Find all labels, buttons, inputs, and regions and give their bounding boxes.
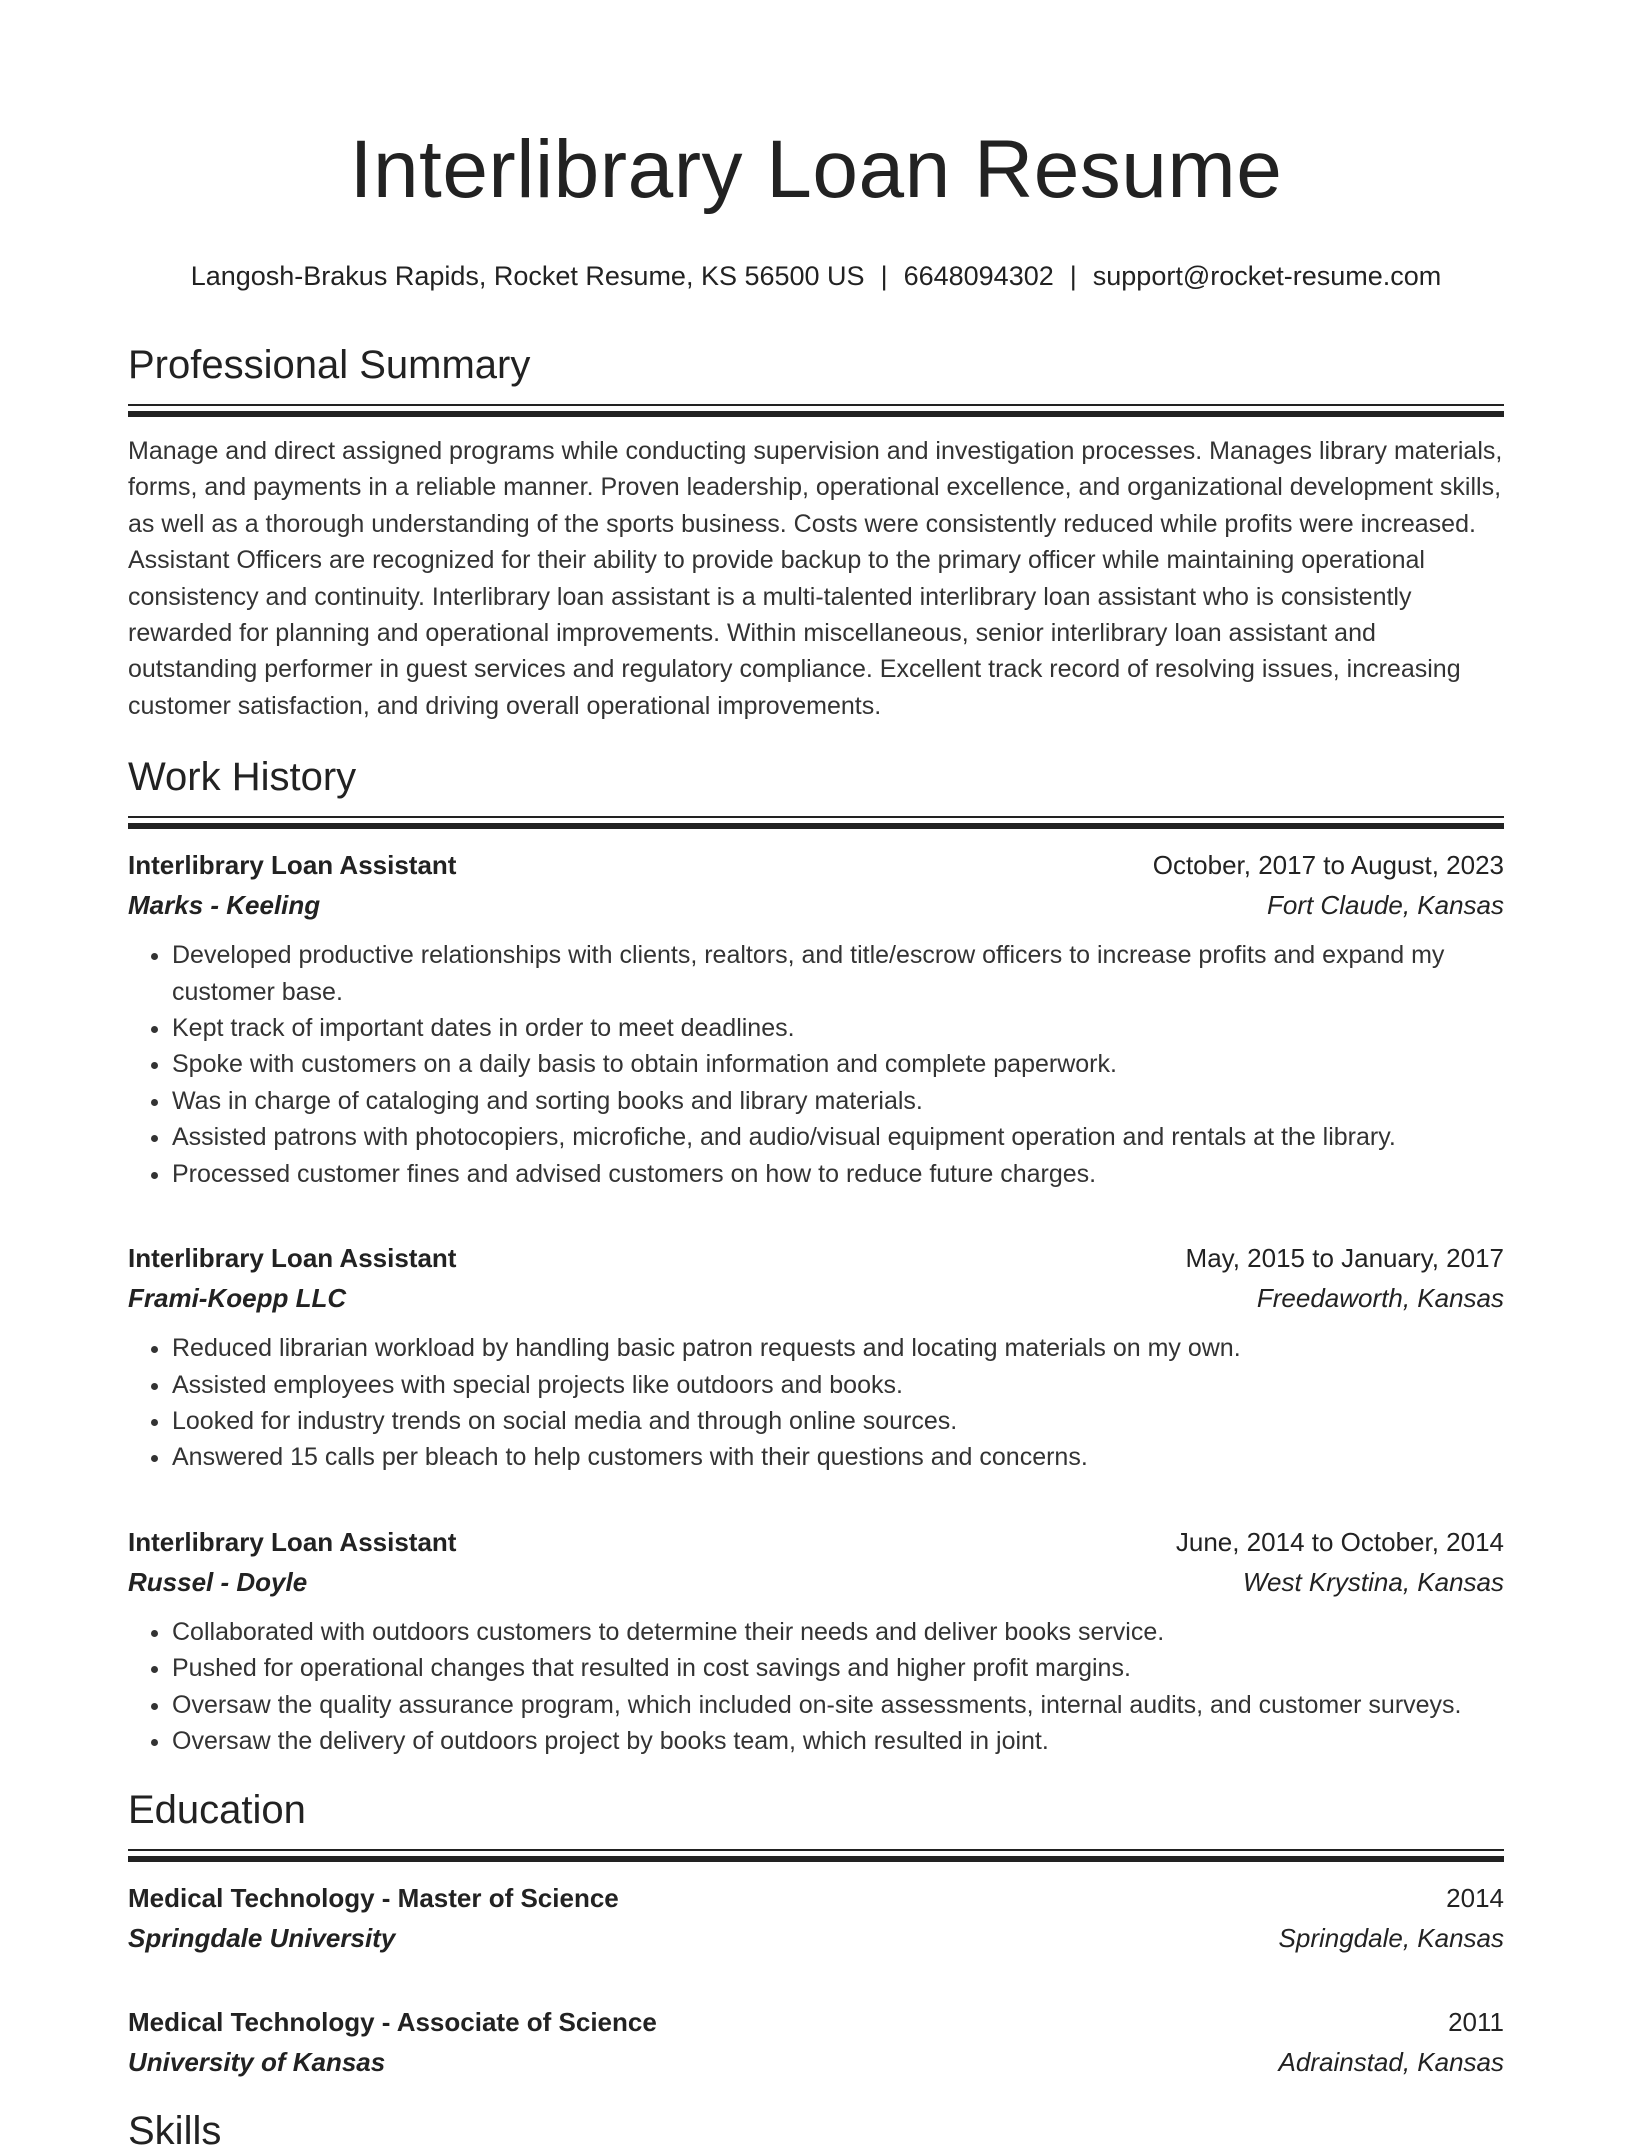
section-divider bbox=[128, 404, 1504, 406]
contact-phone: 6648094302 bbox=[903, 261, 1054, 291]
skills-section bbox=[128, 2106, 1504, 2156]
section-divider bbox=[128, 1849, 1504, 1851]
job-title: Interlibrary Loan Assistant bbox=[128, 850, 457, 881]
education-degree: Medical Technology - Master of Science bbox=[128, 1883, 619, 1914]
job-bullet: • Assisted patrons with photocopiers, microfiche, and audio/visual equipment operation and rentals at the library. bbox=[172, 1119, 1504, 1155]
education-year: 2011 bbox=[1448, 2007, 1504, 2038]
job-bullet: • Oversaw the delivery of outdoors project by books team, which resulted in joint. bbox=[172, 1723, 1504, 1759]
section-divider bbox=[128, 816, 1504, 818]
job-bullet: • Kept track of important dates in order to meet deadlines. bbox=[172, 1010, 1504, 1046]
job-bullet: • Reduced librarian workload by handling basic patron requests and locating materials on my own. bbox=[172, 1330, 1504, 1366]
job-company: Marks - Keeling bbox=[128, 890, 321, 921]
job-bullet: • Pushed for operational changes that resulted in cost savings and higher profit margins. bbox=[172, 1650, 1504, 1686]
job-bullets bbox=[128, 1330, 1504, 1476]
job-title: Interlibrary Loan Assistant bbox=[128, 1243, 457, 1274]
section-divider-thick bbox=[128, 1856, 1504, 1862]
job-title: Interlibrary Loan Assistant bbox=[128, 1526, 457, 1557]
contact-address: Langosh-Brakus Rapids, Rocket Resume, KS 56500 US bbox=[190, 261, 865, 291]
job-bullet: • Spoke with customers on a daily basis to obtain information and complete paperwork. bbox=[172, 1046, 1504, 1082]
education-school: University of Kansas bbox=[128, 2047, 386, 2078]
work-history-section bbox=[128, 752, 1504, 1759]
section-divider-thick bbox=[128, 411, 1504, 417]
contact-separator: | bbox=[1069, 261, 1077, 291]
job-bullets bbox=[128, 937, 1504, 1192]
job-bullet: • Answered 15 calls per bleach to help customers with their questions and concerns. bbox=[172, 1439, 1504, 1475]
job-company: Russel - Doyle bbox=[128, 1566, 308, 1597]
job-bullets bbox=[128, 1614, 1504, 1760]
job-bullet: • Processed customer fines and advised customers on how to reduce future charges. bbox=[172, 1156, 1504, 1192]
job-bullet: • Collaborated with outdoors customers to determine their needs and deliver books service. bbox=[172, 1614, 1504, 1650]
education-location: Springdale, Kansas bbox=[1278, 1923, 1504, 1954]
summary-text: Manage and direct assigned programs while conducting supervision and investigation processes. Manages library materials, forms, and payments in a reliable manner. Proven leadership, operational excellence, and organizational development skills, as well as a thorough understanding of the sports business. Costs were consistently reduced while profits were increased. Assistant Officers are recognized for their ability to provide backup to the primary officer while maintaining operational consistency and continuity. Interlibrary loan assistant is a multi-talented interlibrary loan assistant who is consistently rewarded for planning and operational improvements. Within miscellaneous, senior interlibrary loan assistant and outstanding performer in guest services and regulatory compliance. Excellent track record of resolving issues, increasing customer satisfaction, and driving overall operational improvements. bbox=[128, 437, 1503, 720]
job-bullet: • Oversaw the quality assurance program, which included on-site assessments, internal audits, and customer surveys. bbox=[172, 1687, 1504, 1723]
education-degree: Medical Technology - Associate of Science bbox=[128, 2007, 657, 2038]
job-bullet: • Looked for industry trends on social media and through online sources. bbox=[172, 1403, 1504, 1439]
education-year: 2014 bbox=[1446, 1883, 1504, 1914]
job-location: Fort Claude, Kansas bbox=[1266, 890, 1504, 921]
job-company: Frami-Koepp LLC bbox=[128, 1283, 347, 1314]
job-bullet: • Developed productive relationships with clients, realtors, and title/escrow officers to increase profits and expand my customer base. bbox=[172, 937, 1504, 1010]
contact-line bbox=[128, 258, 1504, 294]
professional-summary-section bbox=[128, 340, 1504, 724]
resume-title: Interlibrary Loan Resume bbox=[349, 124, 1283, 215]
job-dates: May, 2015 to January, 2017 bbox=[1185, 1243, 1504, 1274]
job-dates: June, 2014 to October, 2014 bbox=[1175, 1526, 1504, 1557]
section-title: Professional Summary bbox=[128, 343, 531, 387]
section-title: Work History bbox=[128, 755, 357, 800]
contact-separator: | bbox=[880, 261, 888, 291]
section-title: Skills bbox=[128, 2109, 222, 2154]
job-bullet: • Assisted employees with special projects like outdoors and books. bbox=[172, 1367, 1504, 1403]
job-location: West Krystina, Kansas bbox=[1242, 1566, 1504, 1597]
job-entry bbox=[128, 847, 1504, 1192]
section-title: Education bbox=[128, 1788, 306, 1833]
education-entry bbox=[128, 1880, 1504, 1956]
job-location: Freedaworth, Kansas bbox=[1256, 1283, 1504, 1314]
education-entry bbox=[128, 2004, 1504, 2080]
job-dates: October, 2017 to August, 2023 bbox=[1152, 850, 1504, 881]
job-entry bbox=[128, 1524, 1504, 1760]
education-school: Springdale University bbox=[128, 1923, 396, 1954]
education-section bbox=[128, 1785, 1504, 2080]
section-divider-thick bbox=[128, 823, 1504, 829]
job-bullet: • Was in charge of cataloging and sorting books and library materials. bbox=[172, 1083, 1504, 1119]
education-location: Adrainstad, Kansas bbox=[1278, 2047, 1504, 2078]
contact-email: support@rocket-resume.com bbox=[1092, 261, 1442, 291]
job-entry bbox=[128, 1240, 1504, 1476]
